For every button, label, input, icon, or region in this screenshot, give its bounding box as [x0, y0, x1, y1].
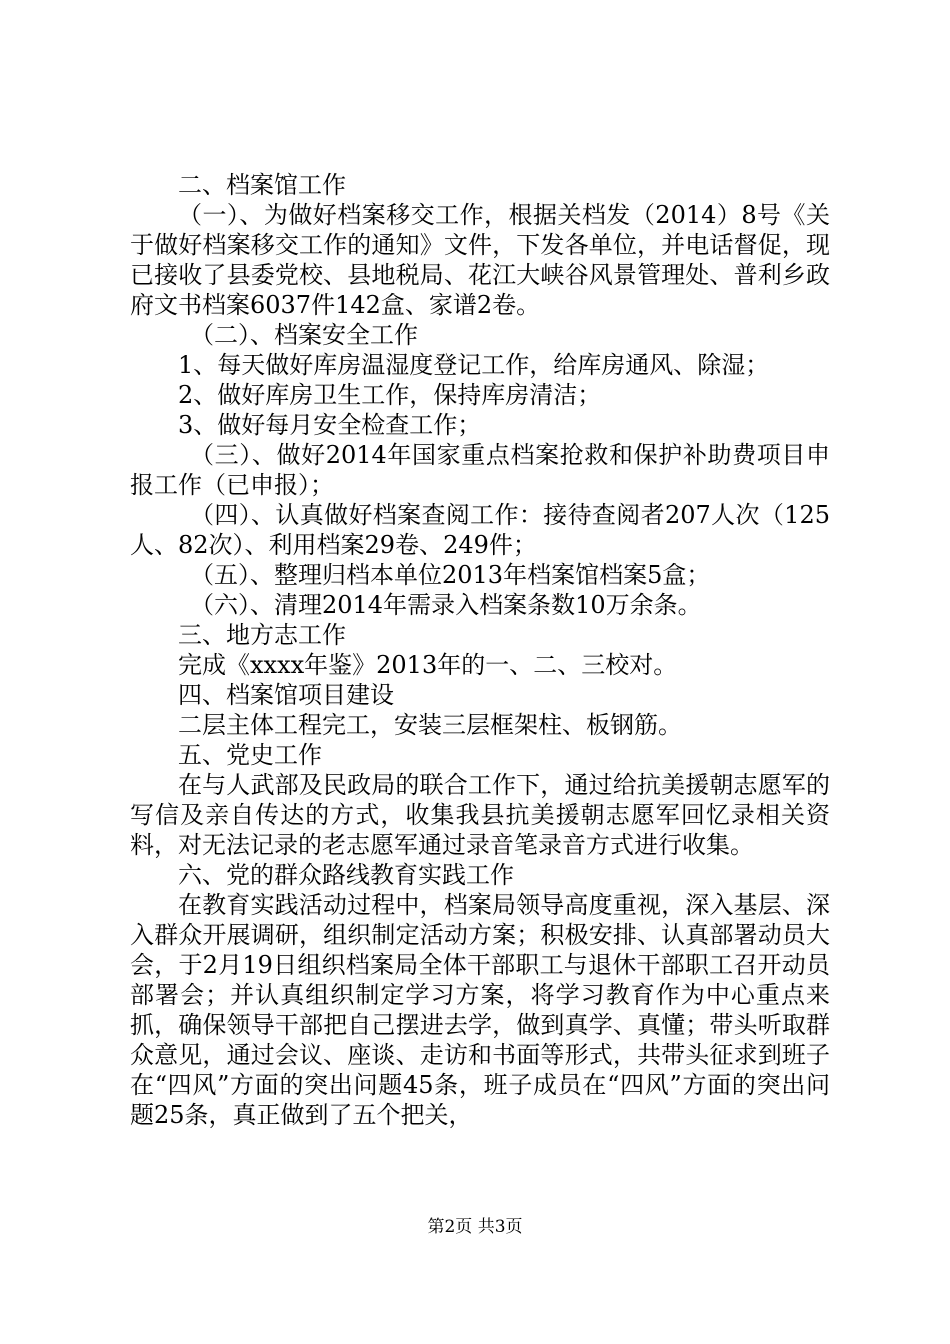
document-body: [130, 170, 830, 1130]
paragraph-construction: 二层主体工程完工，安装三层框架柱、板钢筋。: [178, 711, 682, 739]
subheading-archive-safety: （二）、档案安全工作: [190, 321, 418, 349]
page-footer: 第2页 共3页: [427, 1217, 523, 1237]
paragraph-party-history: 在与人武部及民政局的联合工作下，通过给抗美援朝志愿军的写信及亲自传达的方式，收集我县抗美援朝志愿军回忆录相关资料，对无法记录的老志愿军通过录音笔录音方式进行收集。: [130, 771, 830, 859]
section-heading-local-chronicles: 三、地方志工作: [178, 621, 346, 649]
paragraph-data-cleanup: （六）、清理2014年需录入档案条数10万余条。: [190, 591, 702, 619]
list-item-safety-2: 2、做好库房卫生工作，保持库房清洁；: [178, 381, 602, 409]
paragraph-filing: （五）、整理归档本单位2013年档案馆档案5盒；: [190, 561, 711, 589]
section-heading-archive-work: 二、档案馆工作: [178, 171, 346, 199]
section-heading-construction: 四、档案馆项目建设: [178, 681, 394, 709]
paragraph-mass-line: 在教育实践活动过程中，档案局领导高度重视，深入基层、深入群众开展调研，组织制定活动方案；积极安排、认真部署动员大会，于2月19日组织档案局全体干部职工与退休干部职工召开动员部署会；并认真组织制定学习方案，将学习教育作为中心重点来抓，确保领导干部把自己摆进去学，做到真学、真懂；带头听取群众意见，通过会议、座谈、走访和书面等形式，共带头征求到班子在“四风”方面的突出问题45条，班子成员在“四风”方面的突出问题25条，真正做到了五个把关，: [130, 891, 830, 1129]
paragraph-yearbook: 完成《xxxx年鉴》2013年的一、二、三校对。: [178, 651, 678, 679]
paragraph-subsidy-application: （三）、做好2014年国家重点档案抢救和保护补助费项目申报工作（已申报）；: [130, 441, 830, 499]
paragraph-archive-transfer: （一）、为做好档案移交工作，根据关档发（2014）8号《关于做好档案移交工作的通知》文件，下发各单位，并电话督促，现已接收了县委党校、县地税局、花江大峡谷风景管理处、普利乡政府文书档案6037件142盒、家谱2卷。: [130, 201, 830, 319]
paragraph-archive-access: （四）、认真做好档案查阅工作：接待查阅者207人次（125人、82次）、利用档案29卷、249件；: [130, 501, 830, 559]
list-item-safety-3: 3、做好每月安全检查工作；: [178, 411, 482, 439]
list-item-safety-1: 1、每天做好库房温湿度登记工作，给库房通风、除湿；: [178, 351, 770, 379]
section-heading-mass-line: 六、党的群众路线教育实践工作: [178, 861, 514, 889]
section-heading-party-history: 五、党史工作: [178, 741, 322, 769]
